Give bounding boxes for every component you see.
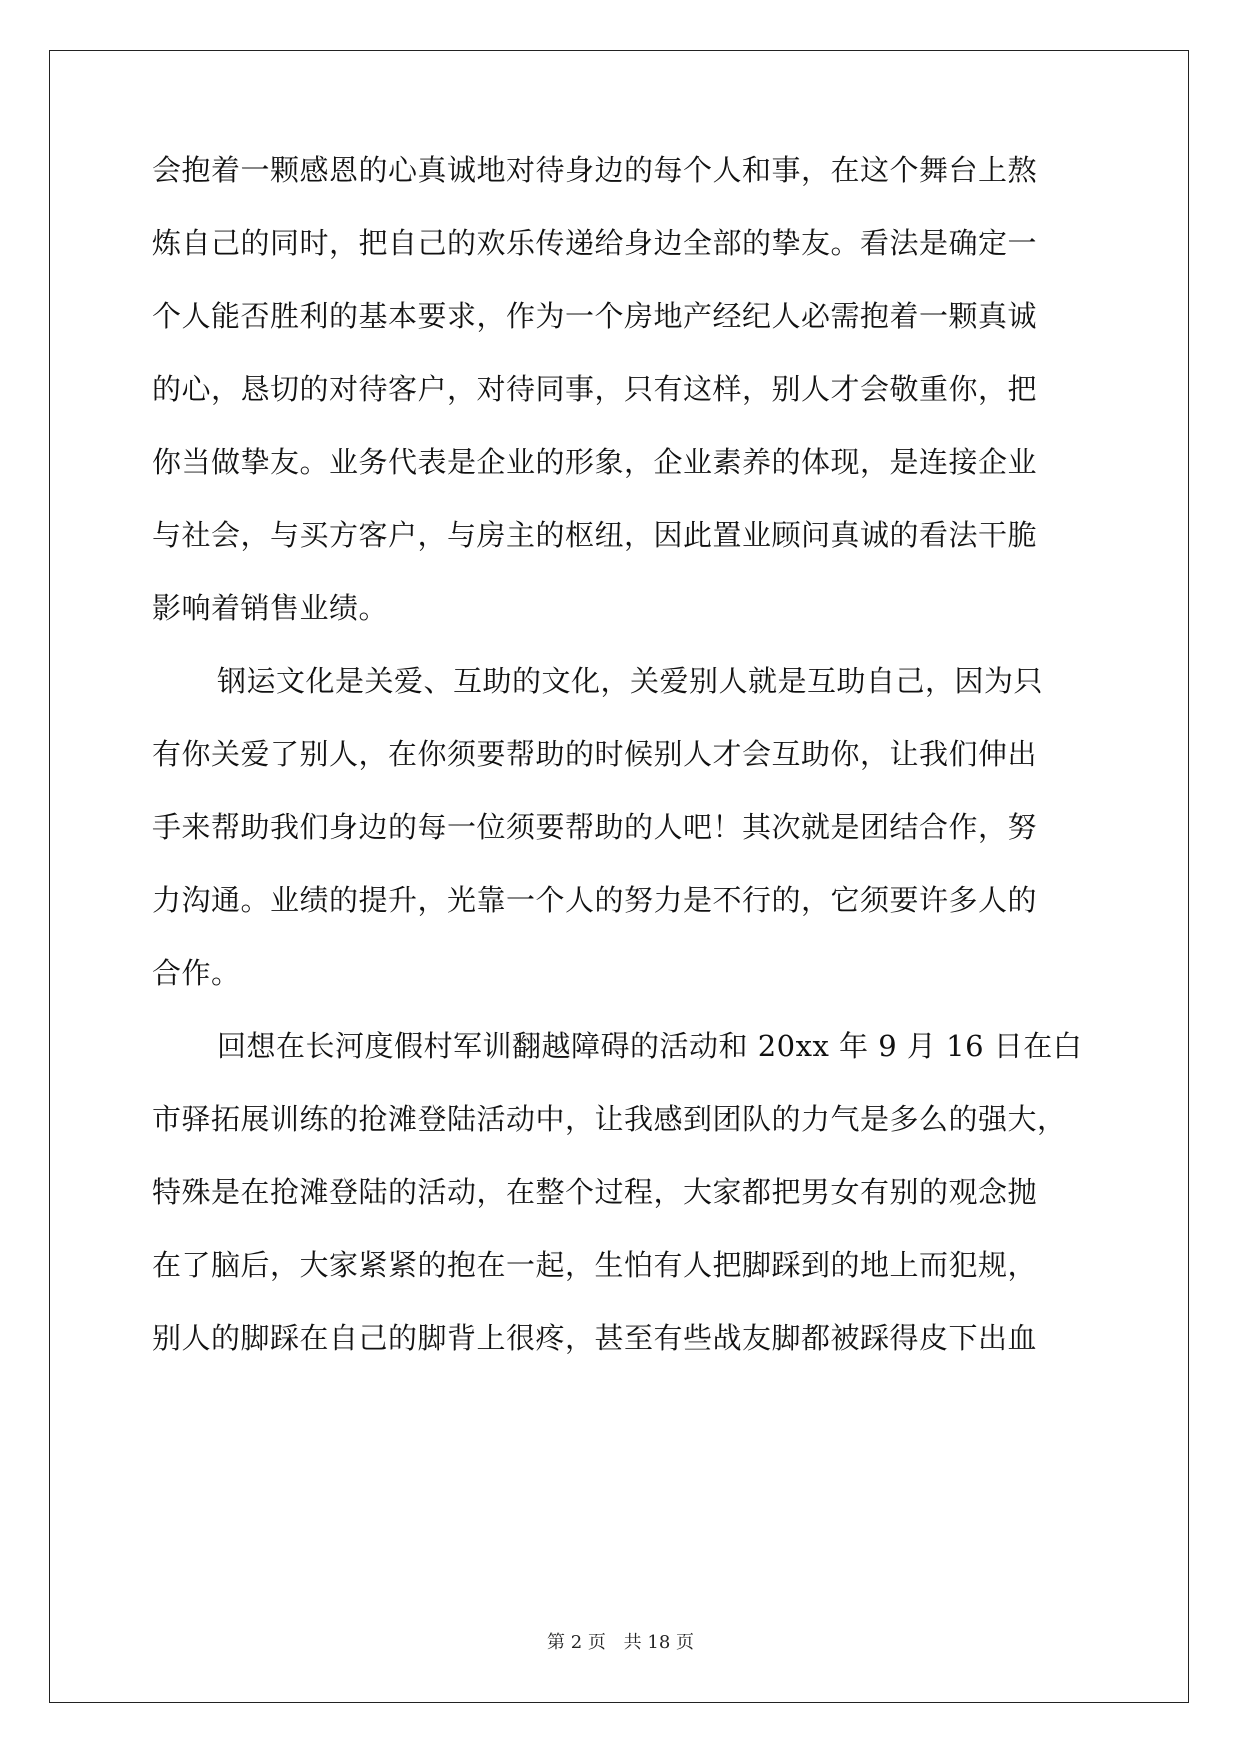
- text-line: 影响着销售业绩。: [152, 591, 389, 625]
- text-line: 力沟通。业绩的提升，光靠一个人的努力是不行的，它须要许多人的: [152, 883, 1038, 917]
- text-line: 市驿拓展训练的抢滩登陆活动中，让我感到团队的力气是多么的强大，: [152, 1102, 1067, 1136]
- text-line: 合作。: [152, 956, 241, 990]
- text-line: 特殊是在抢滩登陆的活动，在整个过程，大家都把男女有别的观念抛: [152, 1175, 1038, 1209]
- text-line: 个人能否胜利的基本要求，作为一个房地产经纪人必需抱着一颗真诚: [152, 299, 1038, 333]
- text-line: 会抱着一颗感恩的心真诚地对待身边的每个人和事，在这个舞台上熬: [152, 153, 1038, 187]
- page-number: 第 2 页: [547, 1632, 606, 1653]
- text-line: 有你关爱了别人，在你须要帮助的时候别人才会互助你，让我们伸出: [152, 737, 1038, 771]
- text-line: 手来帮助我们身边的每一位须要帮助的人吧！其次就是团结合作，努: [152, 810, 1038, 844]
- text-line: 炼自己的同时，把自己的欢乐传递给身边全部的挚友。看法是确定一: [152, 226, 1038, 260]
- paragraph-first-line: 钢运文化是关爱、互助的文化，关爱别人就是互助自己，因为只: [217, 664, 1044, 698]
- text-line: 的心，恳切的对待客户，对待同事，只有这样，别人才会敬重你，把: [152, 372, 1038, 406]
- text-line: 你当做挚友。业务代表是企业的形象，企业素养的体现，是连接企业: [152, 445, 1038, 479]
- page-total: 共 18 页: [623, 1632, 694, 1653]
- text-line: 与社会，与买方客户，与房主的枢纽，因此置业顾问真诚的看法干脆: [152, 518, 1038, 552]
- text-line: 别人的脚踩在自己的脚背上很疼，甚至有些战友脚都被踩得皮下出血: [152, 1321, 1038, 1355]
- text-line: 在了脑后，大家紧紧的抱在一起，生怕有人把脚踩到的地上而犯规，: [152, 1248, 1038, 1282]
- paragraph-first-line: 回想在长河度假村军训翻越障碍的活动和 20xx 年 9 月 16 日在白: [217, 1029, 1083, 1063]
- page-footer: [0, 1628, 1241, 1654]
